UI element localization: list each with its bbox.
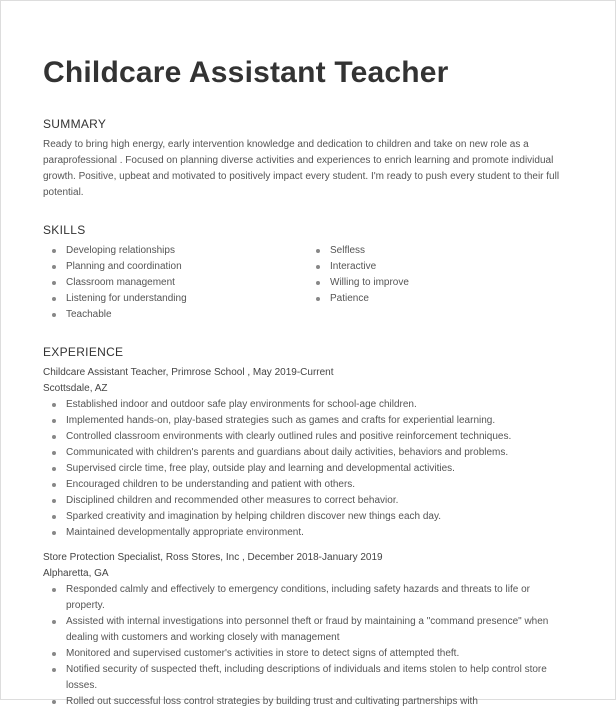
skill-item: Planning and coordination [43,259,307,275]
skill-item: Listening for understanding [43,291,307,307]
summary-text: Ready to bring high energy, early intervention knowledge and dedication to children and take on new role as a paraprofessional . Focused on planning diverse activities and experiences to enrich learning and promote individual growth. Positive, upbeat and motivated to positively impact every student. I'm ready to push every student to their full potential. [43,139,560,198]
job-bullet: Established indoor and outdoor safe play environments for school-age children. [43,397,571,413]
skill-item: Teachable [43,307,307,323]
job-bullet: Rolled out successful loss control strategies by building trust and cultivating partnerships with [43,694,571,710]
job-bullets [43,582,571,710]
skill-item: Selfless [307,243,409,259]
summary-heading: SUMMARY [43,117,107,131]
job-bullet: Implemented hands-on, play-based strategies such as games and crafts for experiential learning. [43,413,571,429]
job-bullet: Assisted with internal investigations into personnel theft or fraud by maintaining a "command presence" when dealing with customers and working closely with management [43,614,571,646]
skill-item: Patience [307,291,409,307]
experience-heading: EXPERIENCE [43,345,124,359]
skills-column-1 [43,243,307,323]
job-location: Alpharetta, GA [43,568,109,579]
job-bullet: Disciplined children and recommended other measures to correct behavior. [43,493,571,509]
skill-item: Willing to improve [307,275,409,291]
job-heading: Childcare Assistant Teacher, Primrose School , May 2019-Current [43,367,334,378]
skills-heading: SKILLS [43,223,86,237]
job-entry [43,550,573,710]
experience-section [43,365,573,710]
job-bullet: Monitored and supervised customer's activities in store to detect signs of attempted theft. [43,646,571,662]
job-location: Scottsdale, AZ [43,383,108,394]
job-bullet: Maintained developmentally appropriate environment. [43,525,571,541]
job-bullet: Communicated with children's parents and guardians about daily activities, behaviors and problems. [43,445,571,461]
resume-title: Childcare Assistant Teacher [43,56,449,89]
job-bullet: Supervised circle time, free play, outside play and learning and developmental activities. [43,461,571,477]
job-bullet: Sparked creativity and imagination by helping children discover new things each day. [43,509,571,525]
job-entry [43,365,573,541]
skill-item: Interactive [307,259,409,275]
job-bullets [43,397,571,541]
skill-item: Classroom management [43,275,307,291]
resume-content [43,55,573,710]
job-bullet: Responded calmly and effectively to emergency conditions, including safety hazards and threats to life or property. [43,582,571,614]
skills-list [43,243,573,323]
skill-item: Developing relationships [43,243,307,259]
job-bullet: Controlled classroom environments with clearly outlined rules and positive reinforcement techniques. [43,429,571,445]
job-heading: Store Protection Specialist, Ross Stores, Inc , December 2018-January 2019 [43,552,383,563]
job-bullet: Encouraged children to be understanding and patient with others. [43,477,571,493]
skills-column-2 [307,243,409,323]
job-bullet: Notified security of suspected theft, including descriptions of individuals and items stolen to help control store losses. [43,662,571,694]
